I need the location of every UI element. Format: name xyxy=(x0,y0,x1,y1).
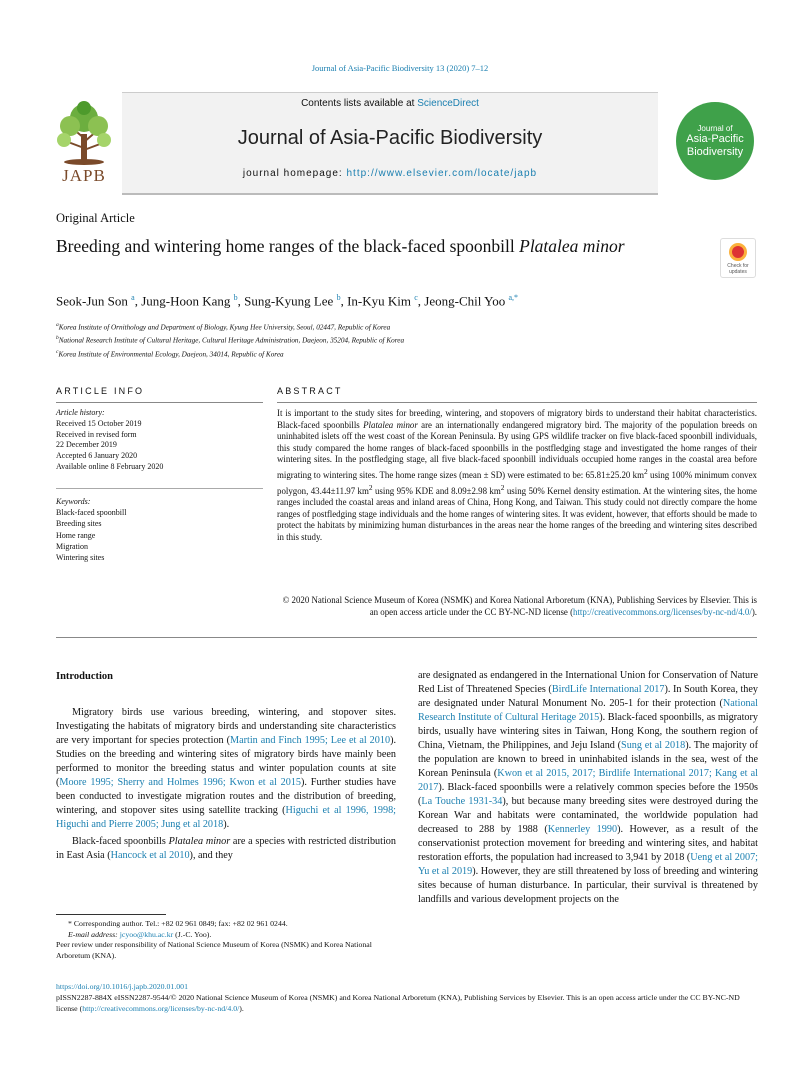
section-heading-introduction: Introduction xyxy=(56,671,113,682)
author[interactable]: Jeong-Chil Yoo xyxy=(424,293,506,309)
contents-prefix: Contents lists available at xyxy=(301,98,418,109)
keyword: Home range xyxy=(56,530,96,540)
divider xyxy=(277,402,757,403)
history-item: Received 15 October 2019 xyxy=(56,418,142,428)
affiliation: $^b$National Research Institute of Cultural Heritage, Cultural Heritage Administration, Daejeon, 35204, Republic of Korea xyxy=(56,335,405,345)
reference-link[interactable]: Kwon et al 2015, 2017; Birdlife International 2017; Kang et al 2017 xyxy=(418,768,758,793)
keyword: Black-faced spoonbill xyxy=(56,508,127,518)
author[interactable]: In-Kyu Kim xyxy=(347,293,411,309)
body-paragraph: Black-faced spoonbills Platalea minor are a species with restricted distribution in East Asia (Hancock et al 2010), and they xyxy=(56,836,396,861)
author[interactable]: Jung-Hoon Kang xyxy=(141,293,231,309)
body-paragraph: Migratory birds use various breeding, wintering, and stopover sites. Investigating the habitats of migratory birds and understanding site characteristics are very important for species protection (Martin and Finch 1995; Lee et al 2010). Studies on the breeding and wintering sites of migratory birds have mainly been performed to monitor the breeding status and winter population counts at site (Moore 1995; Sherry and Holmes 1996; Kwon et al 2015). Further studies have been conducted to investigate migration routes and the distribution of breeding, wintering, and stopover sites using satellite tracking (Higuchi et al 1996, 1998; Higuchi and Pierre 2005; Jung et al 2018). xyxy=(56,707,397,830)
keywords-label: Keywords: xyxy=(56,497,91,506)
license-link[interactable]: http://creativecommons.org/licenses/by-nc-nd/4.0/ xyxy=(573,606,752,617)
keyword: Breeding sites xyxy=(56,519,102,529)
bottom-info xyxy=(56,982,756,1014)
title-species: Platalea minor xyxy=(519,236,625,256)
japb-logo xyxy=(54,98,114,188)
reference-link[interactable]: Hancock et al 2010 xyxy=(110,850,190,861)
reference-link[interactable]: Higuchi et al 1996, 1998; Higuchi and Pierre 2005; Jung et al 2018 xyxy=(56,805,396,830)
journal-homepage xyxy=(122,168,658,179)
history-item: Available online 8 February 2020 xyxy=(56,461,164,471)
history-item: Accepted 6 January 2020 xyxy=(56,451,138,461)
reference-link[interactable]: Martin and Finch 1995; Lee et al 2010 xyxy=(230,735,391,746)
body-right-column xyxy=(418,669,758,910)
sciencedirect-link[interactable]: ScienceDirect xyxy=(417,98,479,109)
reference-link[interactable]: Moore 1995; Sherry and Holmes 1996; Kwon et al 2015 xyxy=(59,777,302,788)
affiliation: $^c$Korea Institute of Environmental Ecology, Daejeon, 34014, Republic of Korea xyxy=(56,348,284,359)
body-left-column xyxy=(56,670,396,866)
reference-link[interactable]: La Touche 1931-34 xyxy=(421,796,503,807)
affiliations xyxy=(56,320,404,360)
author[interactable]: Seok-Jun Son xyxy=(56,293,128,309)
check-for-updates-button[interactable] xyxy=(720,238,756,278)
title-main: Breeding and wintering home ranges of the black-faced spoonbill xyxy=(56,236,520,256)
author-list: Seok-Jun Son $^a$, Jung-Hoon Kang $^b$, Sung-Kyung Lee $^b$, In-Kyu Kim $^c$, Jeong-Chil Yoo $^{a,*}$ xyxy=(56,293,519,309)
copyright-notice: © 2020 National Science Museum of Korea (NSMK) and Korea National Arboretum (KNA), Publishing Services by Elsevier. This is an open access article under the CC BY-NC-ND license (http://creativecommons.org/licenses/by-nc-nd/4.0/). xyxy=(282,595,757,617)
abstract-text: It is important to the study sites for breeding, wintering, and stopovers of migratory birds to understand their habitat characteristics. Black-faced spoonbills Platalea minor are an internationally endangered migratory bird. The majority of the population breeds on uninhabited islets off the west coast of the Korean Peninsula. By using GPS wildlife tracker on five black-faced spoonbill individuals, this study compared the home ranges of black-faced spoonbills in the postfledging stage and investigated the home ranges of their wintering sites. In the postfledging stage, all five black-faced spoonbill individuals occupied home ranges in the coastal area before migrating to wintering sites. The home range sizes (mean ± SD) were estimated to be: 65.81±25.20 $km^2$ using 100% minimum convex polygon, 43.44±11.97 $km^2$ using 95% KDE and 8.09±2.98 $km^2$ using 50% Kernel density estimation. At the wintering sites, the home ranges included the coastal areas and inland areas of China, Hong Kong, and Taiwan. This study could not directly compare the home ranges of postfledging stage individuals and the home ranges of wintering sites. It was evident, however, that efforts should be made to protect the habitats by minimizing human disturbances in the areas near the home ranges of the breeding and wintering sites described in this study. xyxy=(277,408,758,542)
author-affil-link[interactable]: b xyxy=(233,293,238,302)
masthead xyxy=(54,92,754,195)
reference-link[interactable]: BirdLife International 2017 xyxy=(551,684,665,695)
homepage-link[interactable]: http://www.elsevier.com/locate/japb xyxy=(346,168,538,179)
homepage-prefix: journal homepage: xyxy=(242,168,347,179)
keyword: Wintering sites xyxy=(56,553,105,563)
article-info-heading: ARTICLE INFO xyxy=(56,386,145,396)
keyword: Migration xyxy=(56,541,88,551)
divider xyxy=(56,637,757,638)
crossmark-label: Check for updates xyxy=(727,263,749,275)
reference-link[interactable]: Kennerley 1990 xyxy=(547,824,618,835)
author-affil-link[interactable]: a xyxy=(131,293,135,302)
license-link[interactable]: http://creativecommons.org/licenses/by-nc-nd/4.0/ xyxy=(82,1003,240,1013)
logo-text: JAPB xyxy=(62,166,106,185)
history-item: Received in revised form xyxy=(56,429,137,439)
issn-line: pISSN2287-884X eISSN2287-9544/© 2020 National Science Museum of Korea (NSMK) and Korea National Arboretum (KNA), Publishing Services by Elsevier. This is an open access article under the CC BY-NC-ND license (http://creativecommons.org/licenses/by-nc-nd/4.0/). xyxy=(56,992,740,1013)
tree-logo-icon xyxy=(54,98,114,168)
reference-link[interactable]: National Research Institute of Cultural Heritage 2015 xyxy=(418,698,758,723)
badge-line-1: Journal of xyxy=(697,123,733,133)
article-type: Original Article xyxy=(56,211,135,225)
badge-line-2: Asia-Pacific xyxy=(686,132,744,145)
divider xyxy=(56,402,263,403)
divider xyxy=(56,488,263,489)
footnote xyxy=(56,919,396,961)
history-item: 22 December 2019 xyxy=(56,440,117,450)
author-affil-link[interactable]: a,* xyxy=(508,293,519,302)
article-title xyxy=(56,236,706,257)
corresponding-author: * Corresponding author. Tel.: +82 02 961 0849; fax: +82 02 961 0244. xyxy=(68,919,288,928)
journal-badge xyxy=(676,102,754,180)
keywords xyxy=(56,496,263,563)
author-affil-link[interactable]: c xyxy=(414,293,418,302)
contents-line xyxy=(122,98,658,109)
email-link[interactable]: jcyoo@khu.ac.kr xyxy=(119,929,174,939)
affiliation: $^a$Korea Institute of Ornithology and Department of Biology, Kyung Hee University, Seoul, 02447, Republic of Korea xyxy=(56,322,391,332)
abstract-heading: ABSTRACT xyxy=(277,386,343,396)
masthead-banner xyxy=(122,92,658,195)
reference-link[interactable]: Sung et al 2018 xyxy=(621,740,686,751)
author[interactable]: Sung-Kyung Lee xyxy=(244,293,334,309)
journal-citation-link[interactable]: Journal of Asia-Pacific Biodiversity 13 (2020) 7–12 xyxy=(311,63,489,73)
reference-link[interactable]: Ueng et al 2007; Yu et al 2019 xyxy=(418,852,758,877)
history-label: Article history: xyxy=(56,408,105,417)
peer-review-note: Peer review under responsibility of National Science Museum of Korea (NSMK) and Korea National Arboretum (KNA). xyxy=(56,940,372,960)
journal-name: Journal of Asia-Pacific Biodiversity xyxy=(237,127,543,149)
email-line: E-mail address: jcyoo@khu.ac.kr (J.-C. Yoo). xyxy=(68,929,212,939)
author-affil-link[interactable]: b xyxy=(336,293,341,302)
article-history xyxy=(56,408,263,473)
body-paragraph: are designated as endangered in the International Union for Conservation of Nature Red List of Threatened Species (BirdLife International 2017). In South Korea, they are designated under Natural Monument No. 205-1 for their protection (National Research Institute of Cultural Heritage 2015). Black-faced spoonbills, as migratory birds, usually have wintering sites in Taiwan, Hong Kong, the southern region of China, Vietnam, the Philippines, and Jeju Island (Sung et al 2018). The majority of the population are known to breed in uninhabited islands in the sea, west of the Korean Peninsula (Kwon et al 2015, 2017; Birdlife International 2017; Kang et al 2017). Black-faced spoonbills were a relatively common species before the 1950s (La Touche 1931-34), but because many breeding sites were destroyed during the Korean War and habitats were contaminated, the worldwide population had decreased to 288 by 1988 (Kennerley 1990). However, as a result of the conservationist protection movement for breeding and wintering sites, and habitat restoration efforts, the population had increased to 3,941 by 2018 (Ueng et al 2007; Yu et al 2019). However, they are still threatened by loss of breeding and wintering sites because of human disturbance. In particular, their survival is threatened by landfills and various development projects on the xyxy=(418,670,758,905)
footnote-divider xyxy=(56,914,166,915)
crossmark-icon xyxy=(729,243,747,261)
doi-link[interactable]: https://doi.org/10.1016/j.japb.2020.01.001 xyxy=(56,982,188,991)
badge-line-3: Biodiversity xyxy=(686,145,744,158)
